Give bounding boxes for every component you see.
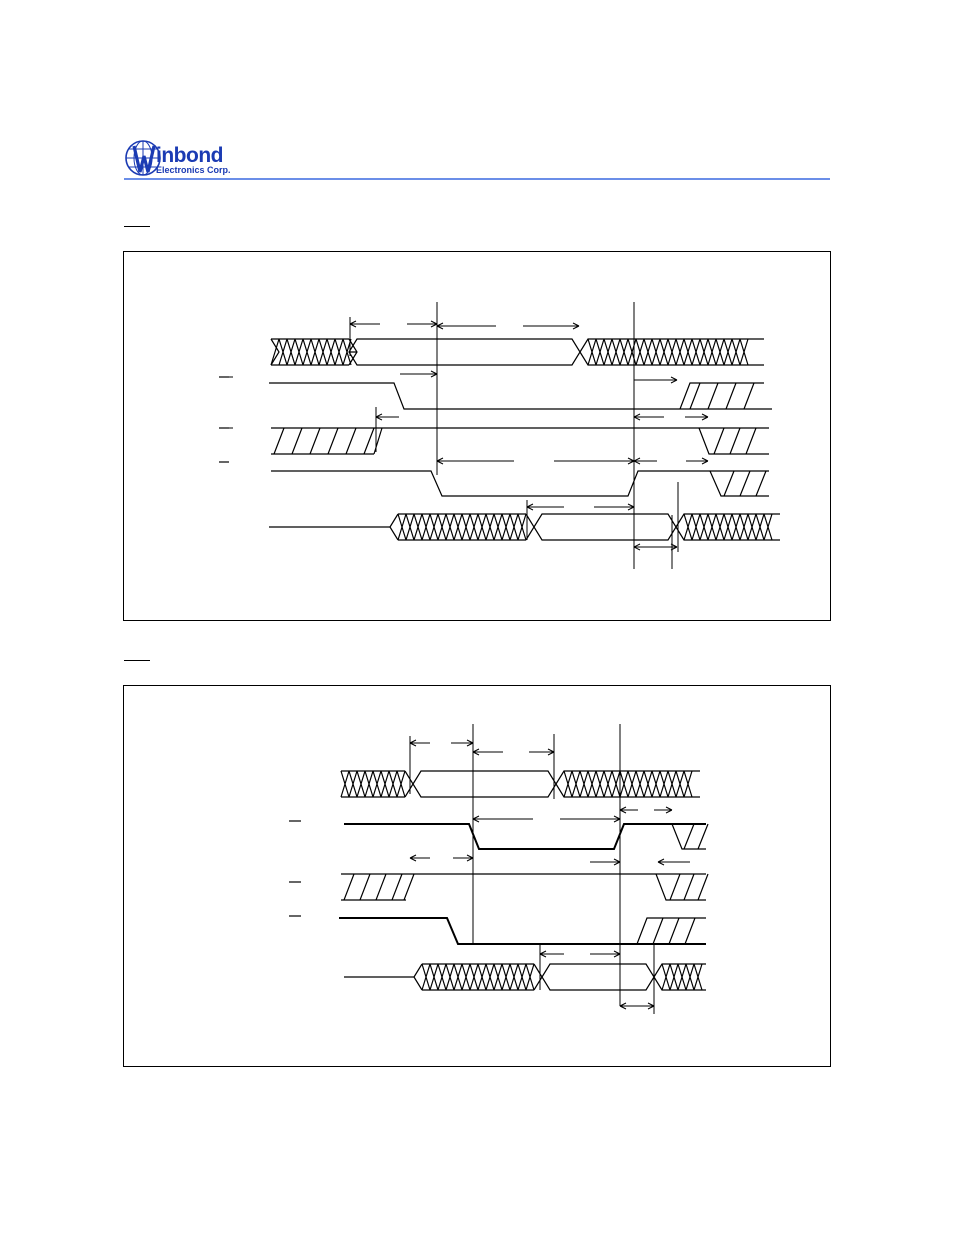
chip-select-waveform	[219, 377, 772, 409]
header-rule	[124, 178, 830, 180]
timing-diagram-2-graphic	[124, 686, 830, 1066]
output-enable-waveform	[289, 874, 708, 900]
brand-subtitle: Electronics Corp.	[156, 165, 231, 175]
timing-diagram-1-graphic	[124, 252, 830, 620]
write-enable-waveform	[219, 462, 769, 496]
address-bus-waveform	[341, 771, 700, 797]
diagram-1-title	[124, 226, 150, 241]
brand-name: inbond	[156, 144, 223, 167]
diagram-2-title	[124, 660, 150, 675]
address-bus-waveform	[271, 339, 764, 365]
data-bus-waveform	[344, 964, 706, 990]
output-enable-waveform	[219, 428, 769, 454]
timing-diagram-2	[123, 685, 831, 1067]
signal-label-ticks	[219, 377, 233, 462]
data-bus-waveform	[269, 514, 780, 540]
timing-diagram-1	[123, 251, 831, 621]
write-enable-waveform	[289, 916, 706, 944]
chip-select-waveform	[289, 821, 708, 849]
timing-dimension-arrows	[350, 321, 708, 550]
winbond-logo	[124, 136, 284, 182]
